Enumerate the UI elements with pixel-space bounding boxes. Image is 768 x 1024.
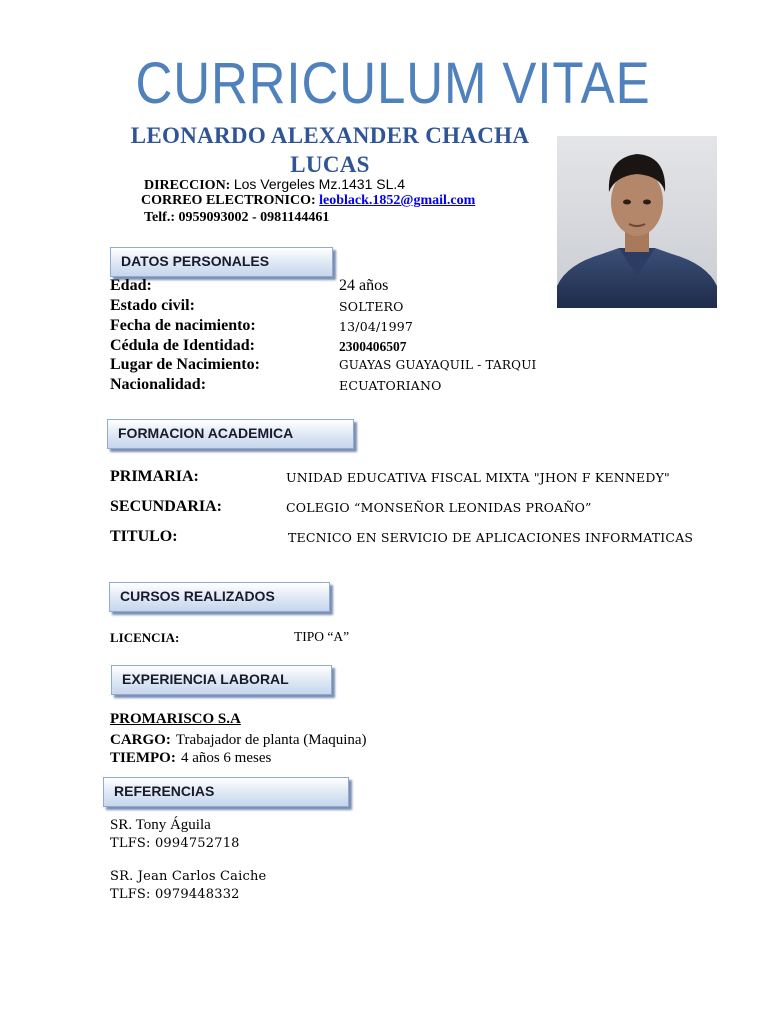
titulo-value: TECNICO EN SERVICIO DE APLICACIONES INFORMATICAS — [288, 530, 694, 545]
section-experiencia-laboral — [111, 665, 332, 695]
company-name: PROMARISCO S.A — [110, 711, 241, 727]
phone-value: 0959093002 - 0981144461 — [178, 210, 330, 225]
fecha-nacimiento-label: Fecha de nacimiento: — [110, 317, 256, 334]
cargo-value: Trabajador de planta (Maquina) — [175, 732, 367, 748]
section-title: CURSOS REALIZADOS — [120, 588, 275, 604]
section-title: DATOS PERSONALES — [121, 253, 270, 269]
nacionalidad-label: Nacionalidad: — [110, 376, 207, 393]
tiempo-label: TIEMPO: — [110, 750, 176, 766]
secundaria-value: COLEGIO “MONSEÑOR LEONIDAS PROAÑO” — [286, 500, 592, 515]
address-label: DIRECCION: — [144, 178, 231, 193]
email-link[interactable]: leoblack.1852@gmail.com — [319, 193, 476, 208]
estado-civil-label: Estado civil: — [110, 297, 195, 314]
section-referencias — [103, 777, 349, 807]
edad-label: Edad: — [110, 277, 152, 294]
primaria-label: PRIMARIA: — [110, 468, 199, 485]
address-value: Los Vergeles Mz.1431 SL.4 — [233, 176, 406, 192]
reference-name-2: SR. Jean Carlos Caiche — [110, 869, 267, 884]
section-datos-personales — [110, 247, 333, 277]
email-line — [141, 193, 475, 209]
licencia-value: TIPO “A” — [294, 629, 350, 644]
phone-label: Telf.: — [144, 210, 175, 225]
cedula-value: 2300406507 — [339, 339, 407, 354]
section-title: EXPERIENCIA LABORAL — [122, 671, 289, 687]
portrait-image — [557, 136, 717, 308]
document-title: CURRICULUM VITAE — [135, 51, 651, 116]
estado-civil-value: SOLTERO — [339, 299, 404, 314]
reference-phone-2: TLFS: 0979448332 — [110, 887, 240, 902]
secundaria-label: SECUNDARIA: — [110, 498, 223, 515]
section-formacion-academica — [107, 419, 354, 449]
reference-name-1: SR. Tony Águila — [110, 817, 211, 833]
primaria-value: UNIDAD EDUCATIVA FISCAL MIXTA "JHON F KENNEDY" — [286, 470, 670, 485]
profile-photo — [557, 136, 717, 308]
section-title: REFERENCIAS — [114, 783, 215, 799]
fecha-nacimiento-value: 13/04/1997 — [339, 319, 414, 334]
edad-value: 24 años — [339, 277, 389, 294]
section-title: FORMACION ACADEMICA — [118, 425, 294, 441]
tiempo-value: 4 años 6 meses — [180, 750, 272, 766]
section-cursos-realizados — [109, 582, 330, 612]
lugar-nacimiento-value: GUAYAS GUAYAQUIL - TARQUI — [339, 358, 537, 372]
phone-line — [144, 210, 329, 226]
email-label: CORREO ELECTRONICO: — [141, 193, 316, 208]
lugar-nacimiento-label: Lugar de Nacimiento: — [110, 356, 260, 373]
tiempo-line — [110, 747, 271, 767]
cedula-label: Cédula de Identidad: — [110, 337, 255, 354]
licencia-label: LICENCIA: — [110, 630, 180, 645]
cargo-line — [110, 729, 367, 749]
reference-phone-1: TLFS: 0994752718 — [110, 836, 240, 851]
cargo-label: CARGO: — [110, 732, 171, 748]
titulo-label: TITULO: — [110, 528, 178, 545]
address-line — [144, 176, 405, 194]
nacionalidad-value: ECUATORIANO — [339, 378, 442, 393]
person-name: LEONARDO ALEXANDER CHACHA LUCAS — [130, 123, 530, 177]
